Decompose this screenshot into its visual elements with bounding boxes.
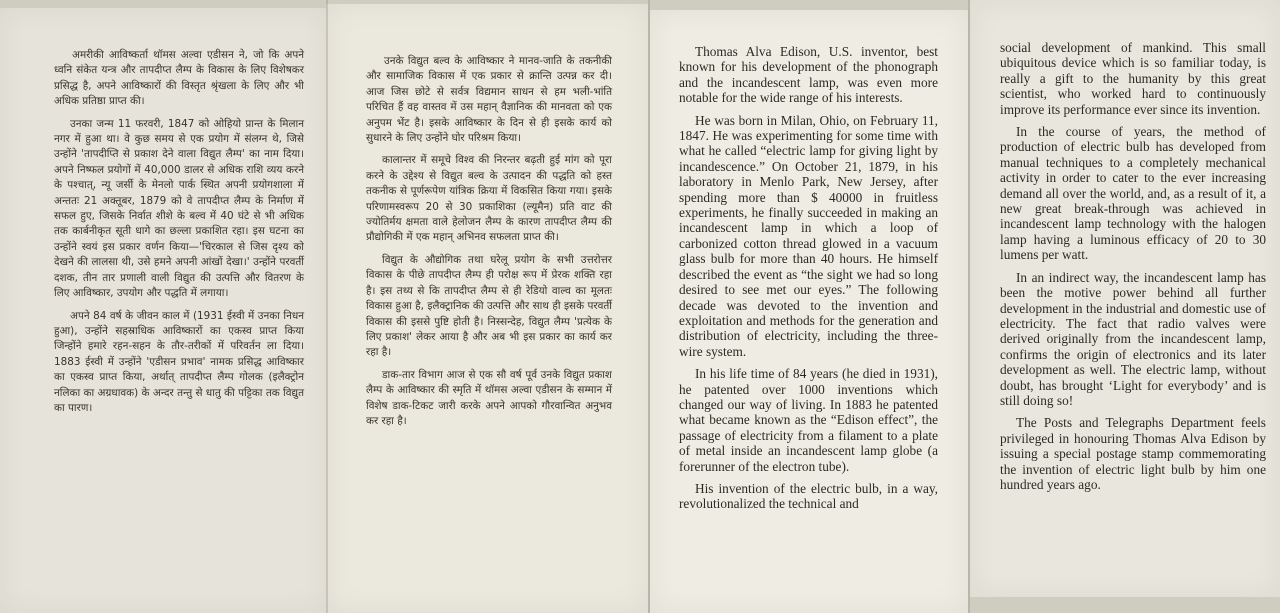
english-1-paragraph-2: He was born in Milan, Ohio, on February 11, 1847. He was experimenting for some time with what he called “electric lamp for giving light by incandescence.” On October 21, 1879, in his laboratory in Menlo Park, New Jersey, after spending more than $ 40000 in fruitless experiments, he finally succeeded in making an incandescent lamp in which a loop of carbonized cotton thread glowed in a vacuum glass bulb for more than 40 hours. He himself described the event as “the sight we had so long desired to see met our eyes.” The following decade was devoted to the invention and exploitation and methods for the generation and distribution of electricity, including the three-wire system.	[679, 112, 938, 359]
english-1-paragraph-4: His invention of the electric bulb, in a way, revolutionalized the technical and	[679, 480, 938, 512]
english-2-paragraph-2: In the course of years, the method of production of electric bulb has developed from manual techniques to a completely mechanical activity in order to cater to the ever increasing demand all over the world, and, as a result of it, a new great break-through was achieved in incandescent lamp technology with the halogen lamp having a luminous efficacy of 20 to 30 lumens per watt.	[1000, 124, 1266, 263]
hindi-2-paragraph-4: डाक-तार विभाग आज से एक सौ वर्ष पूर्व उनके विद्युत प्रकाश लैम्प के आविष्कार की स्मृति में थॉमस अल्वा एडीसन के सम्मान में विशेष डाक-टिकट जारी करके अपने आपको गौरवान्वित अनुभव कर रहा है।	[366, 368, 612, 427]
panel-english-left	[650, 10, 968, 613]
hindi-column-1	[54, 48, 304, 423]
hindi-2-paragraph-3: विद्युत के औद्योगिक तथा घरेलू प्रयोग के सभी उत्तरोत्तर विकास के पीछे तापदीप्त लैम्प ही परोक्ष रूप में प्रेरक शक्ति रहा है। इस तथ्य से कि तापदीप्त लैम्प से ही रेडियो वाल्व का मूलतः विकास हुआ है, इलैक्ट्रानिक की उत्पत्ति और साथ ही इसके परवर्ती विकास की इससे पुष्टि होती है। निस्सन्देह, विद्युत लैम्प 'प्रत्येक के लिए प्रकाश' लेकर आया है और अब भी इस प्रकार का कार्य कर रहा है।	[366, 253, 612, 359]
hindi-2-paragraph-1: उनके विद्युत बल्व के आविष्कार ने मानव-जाति के तकनीकी और सामाजिक विकास में एक प्रकार से क्रान्ति उत्पन्न कर दी। आज जिस छोटे से सर्वत्र विद्यमान साधन से हम भली-भांति परिचित हैं वह वास्तव में उस महान् वैज्ञानिक की मानवता को एक अनुपम भेंट है। इसके आविष्कार के दिन से ही इसके कार्य को सुधारने के लिए उन्होंने घोर परिश्रम किया।	[366, 55, 612, 145]
panel-hindi-left	[0, 8, 328, 613]
english-1-paragraph-1: Thomas Alva Edison, U.S. inventor, best known for his development of the phonograph and the incandescent lamp, was even more notable for the wide range of his interests.	[679, 44, 938, 106]
fold-line-1	[326, 0, 328, 613]
hindi-1-paragraph-1: अमरीकी आविष्कर्ता थॉमस अल्वा एडीसन ने, जो कि अपने ध्वनि संकेत यन्त्र और तापदीप्त लैम्प के विकास के लिए विशेषकर प्रसिद्ध है, अपने आविष्कारों की विस्तृत श्रृंखला के लिए और भी अधिक प्रतिष्ठा प्राप्त की।	[54, 49, 304, 108]
fold-line-2	[648, 0, 650, 613]
english-2-paragraph-1: social development of mankind. This small ubiquitous device which is so familiar today, is really a gift to the humanity by this great scientist, who worked hard to continuously improve its performance ever since its invention.	[1000, 40, 1266, 117]
english-2-paragraph-4: The Posts and Telegraphs Department feels privileged in honouring Thomas Alva Edison by issuing a special postage stamp commemorating the invention of electric light bulb by him one hundred years ago.	[1000, 415, 1266, 492]
english-column-2	[1000, 40, 1266, 499]
english-1-paragraph-3: In his life time of 84 years (he died in 1931), he patented over 1000 inventions which changed our way of living. In 1883 he patented what became known as the “Edison effect”, the passage of electricity from a filament to a plate of metal inside an incandescent lamp globe (a forerunner of the electron tube).	[679, 366, 938, 474]
hindi-2-paragraph-2: कालान्तर में समूचे विश्व की निरन्तर बढ़ती हुई मांग को पूरा करने के उद्देश्य से विद्युत बल्व के उत्पादन की पद्धति को हस्त तकनीक से पूर्णरूपेण यांत्रिक क्रिया में विकसित किया गया। इसके परिणामस्वरूप 20 से 30 प्रकाशिका (ल्यूमैन) प्रति वाट की ज्योतिर्मय क्षमता वाले हेलोजन लैम्प के कारण तापदीप्त लैम्प की प्रौद्योगिकी में एक महान् अभिनव सफलता प्राप्त की।	[366, 154, 612, 244]
english-column-1	[679, 44, 938, 519]
english-2-paragraph-3: In an indirect way, the incandescent lamp has been the motive power behind all further development in the industrial and domestic use of electricity. The fact that radio valves were derived originally from the incandescent lamp, confirms the origin of electronics and its later development as well. The electric lamp, without doubt, has brought ‘Light for everybody’ and is still doing so!	[1000, 269, 1266, 408]
panel-english-right	[970, 0, 1280, 597]
hindi-1-paragraph-2: उनका जन्म 11 फरवरी, 1847 को ओहियो प्रान्त के मिलान नगर में हुआ था। वे कुछ समय से एक प्रयोग में संलग्न थे, जिसे उन्होंने 'तापदीप्ति से प्रकाश देने वाला विद्युत लैम्प' का नाम दिया। अपने निष्फल प्रयोगों में 40,000 डालर से अधिक राशि व्यय करने के पश्चात्, न्यू जर्सी के मेनलो पार्क स्थित अपनी प्रयोगशाला में अन्ततः 21 अक्तूबर, 1879 को वे तापदीप्त लैम्प के निर्माण में सफल हुए, जिसके निर्वात शीशे के बल्व में 40 घंटे से भी अधिक तक कार्बनीकृत सूती धागे का छल्ला प्रकाशित रहा। इस घटना का उन्होंने स्वयं इस प्रकार वर्णन किया—'चिरकाल से जिस दृश्य को देखने की लालसा थी, उसे हमने अपनी आंखों देखा।' उन्होंने परवर्ती दशक, तीन तार प्रणाली वाली विद्युत की उत्पत्ति और वितरण के लिए आविष्कार, उपयोग और पद्धति में लगाया।	[54, 117, 304, 300]
fold-line-3	[968, 0, 970, 613]
hindi-column-2	[366, 54, 612, 436]
panel-hindi-right	[326, 4, 648, 613]
hindi-1-paragraph-3: अपने 84 वर्ष के जीवन काल में (1931 ईस्वी में उनका निधन हुआ), उन्होंने सहस्राधिक आविष्कारों का एकस्व प्राप्त किया जिन्होंने हमारे रहन-सहन के तौर-तरीकों में परिवर्तन ला दिया। 1883 ईस्वी में उन्होंने 'एडीसन प्रभाव' नामक प्रसिद्ध आविष्कार का एकस्व प्राप्त किया, अर्थात् तापदीप्त लैम्प गोलक (इलैक्ट्रोन नलिका का अग्रधावक) के अन्दर तन्तु से धातु की पट्टिका तक विद्युत का पारण।	[54, 309, 304, 414]
